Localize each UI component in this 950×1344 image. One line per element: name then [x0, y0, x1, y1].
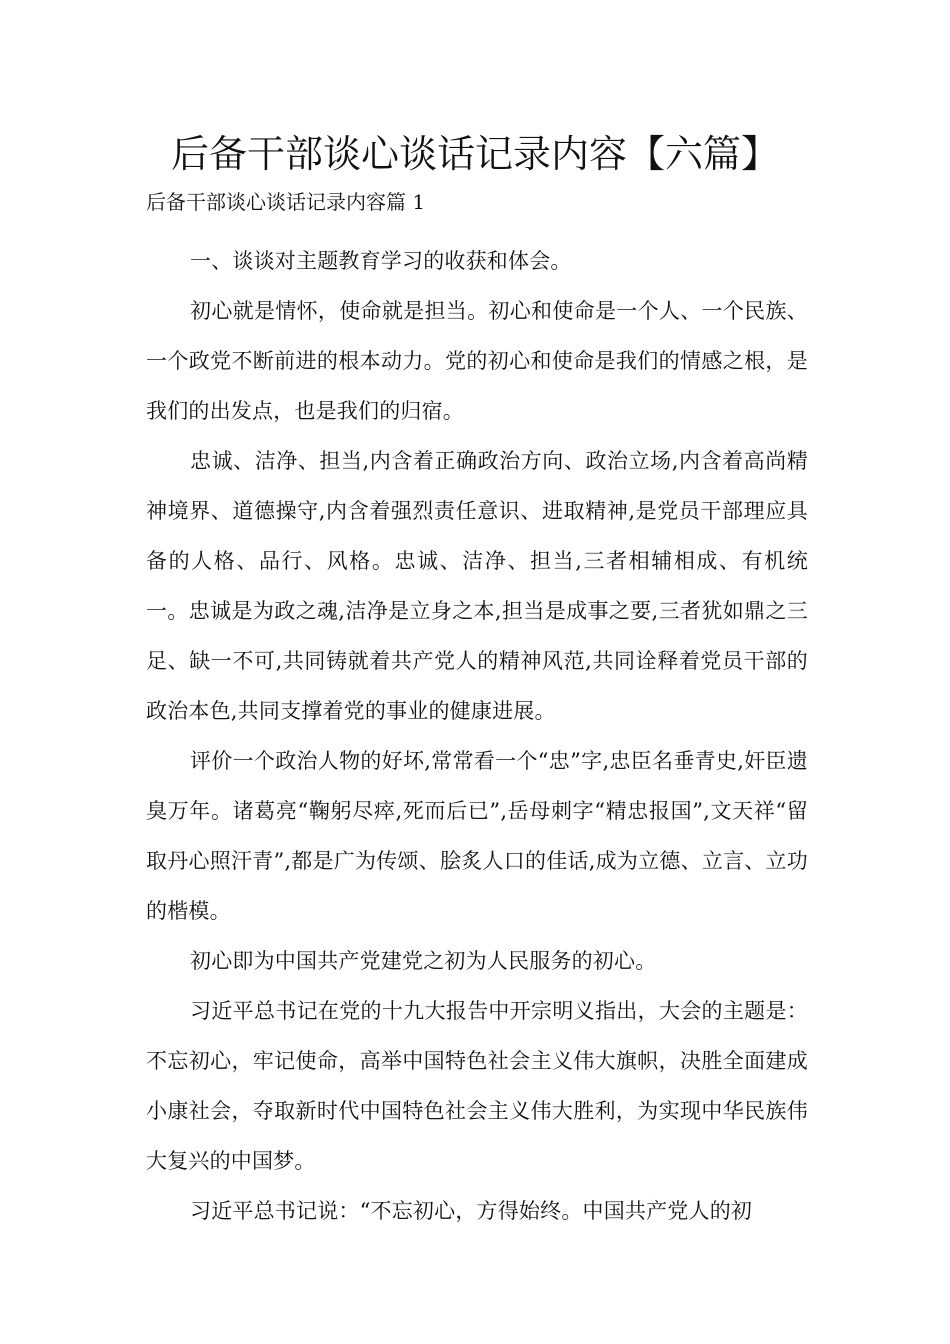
document-body — [146, 236, 808, 1236]
paragraph: 初心就是情怀，使命就是担当。初心和使命是一个人、一个民族、一个政党不断前进的根本动力。党的初心和使命是我们的情感之根，是我们的出发点，也是我们的归宿。 — [146, 299, 808, 423]
paragraph: 忠诚、洁净、担当,内含着正确政治方向、政治立场,内含着高尚精神境界、道德操守,内含着强烈责任意识、进取精神,是党员干部理应具备的人格、品行、风格。忠诚、洁净、担当,三者相辅相成、有机统一。忠诚是为政之魂,洁净是立身之本,担当是成事之要,三者犹如鼎之三足、缺一不可,共同铸就着共产党人的精神风范,共同诠释着党员干部的政治本色,共同支撑着党的事业的健康进展。 — [146, 449, 808, 723]
paragraph: 评价一个政治人物的好坏,常常看一个“忠”字,忠臣名垂青史,奸臣遗臭万年。诸葛亮“鞠躬尽瘁,死而后已”,岳母刺字“精忠报国”,文天祥“留取丹心照汗青”,都是广为传颂、脍炙人口的佳话,成为立德、立言、立功的楷模。 — [146, 749, 808, 923]
paragraph: 一、谈谈对主题教育学习的收获和体会。 — [190, 249, 572, 273]
paragraph: 初心即为中国共产党建党之初为人民服务的初心。 — [190, 949, 657, 973]
paragraph: 习近平总书记在党的十九大报告中开宗明义指出，大会的主题是：不忘初心，牢记使命，高举中国特色社会主义伟大旗帜，决胜全面建成小康社会，夺取新时代中国特色社会主义伟大胜利，为实现中华民族伟大复兴的中国梦。 — [146, 999, 808, 1173]
section-heading: 后备干部谈心谈话记录内容篇 1 — [146, 190, 426, 214]
paragraph: 习近平总书记说：“不忘初心，方得始终。中国共产党人的初 — [190, 1199, 753, 1223]
document-title: 后备干部谈心谈话记录内容【六篇】 — [170, 132, 779, 176]
